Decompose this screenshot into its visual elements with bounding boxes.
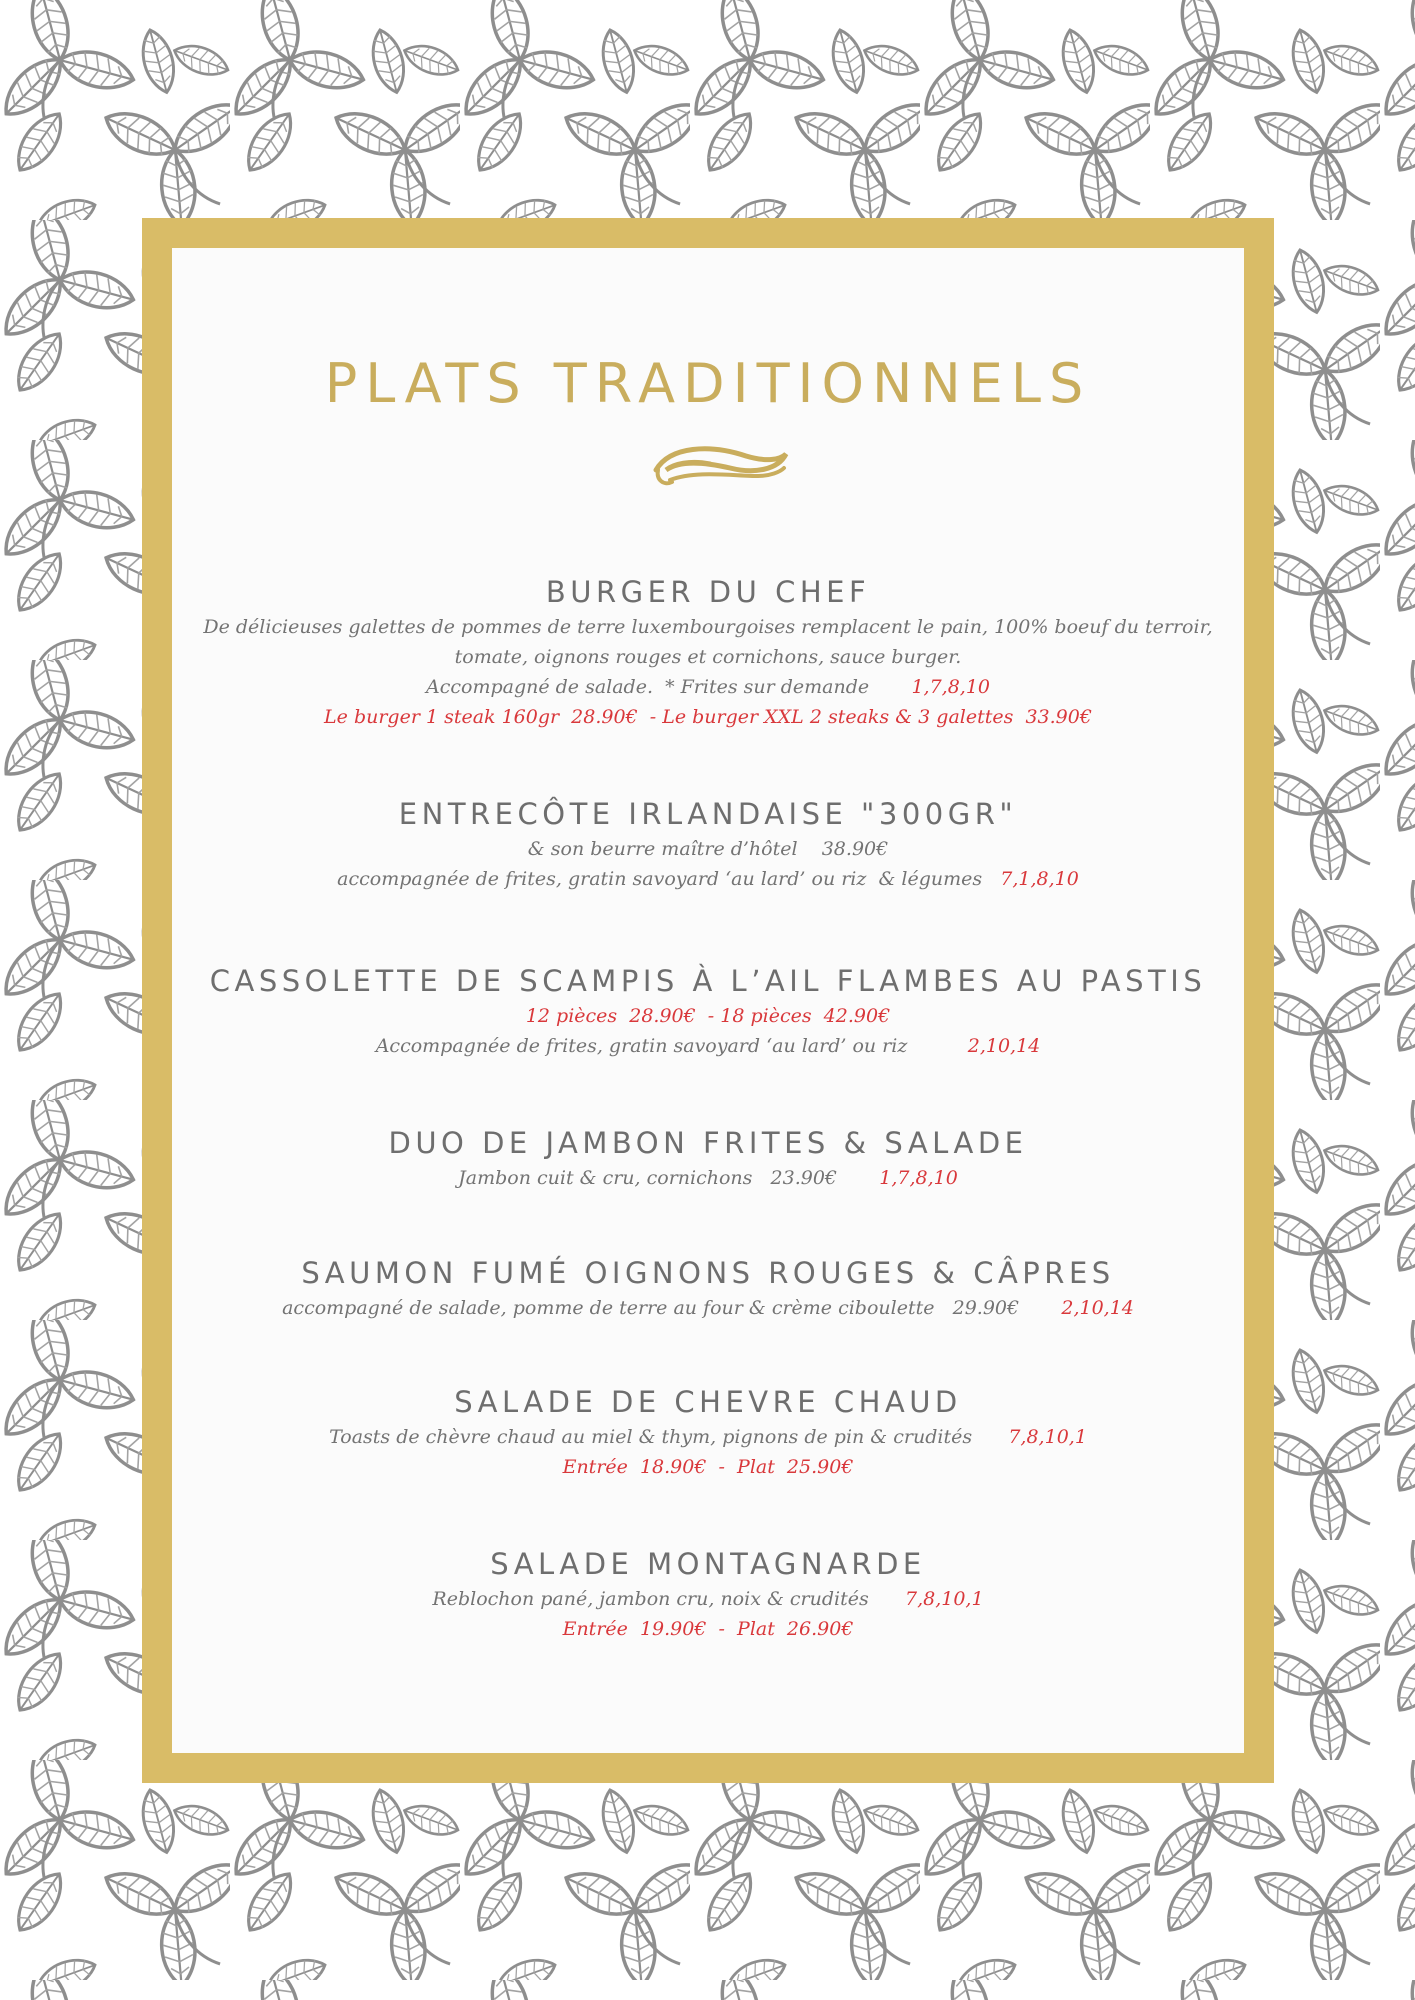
dish-allergens: 7,8,10,1 — [905, 1588, 984, 1610]
dish-allergens: 1,7,8,10 — [911, 676, 990, 698]
dish-description: Reblochon pané, jambon cru, noix & crudités — [432, 1588, 869, 1610]
dish-name: ENTRECÔTE IRLANDAISE "300GR" — [398, 797, 1018, 831]
dish-allergens: 7,1,8,10 — [1000, 868, 1079, 890]
dish-prices: Le burger 1 steak 160gr 28.90€ - Le burger XXL 2 steaks & 3 galettes 33.90€ — [324, 706, 1092, 728]
dish-prices: Entrée 18.90€ - Plat 25.90€ — [562, 1456, 854, 1478]
dish-allergens: 2,10,14 — [967, 1035, 1041, 1057]
dish-description: tomate, oignons rouges et cornichons, sauce burger. — [454, 646, 962, 668]
dish-prices: Entrée 19.90€ - Plat 26.90€ — [562, 1618, 854, 1640]
dish-description: De délicieuses galettes de pommes de terre luxembourgoises remplacent le pain, 100% boeuf du terroir, — [203, 616, 1213, 638]
dish-salade-montagnarde — [172, 1544, 1244, 1644]
dish-description: Accompagnée de frites, gratin savoyard ‘au lard’ ou riz — [375, 1035, 908, 1057]
dish-allergens: 2,10,14 — [1061, 1297, 1134, 1319]
dish-saumon-fume — [172, 1253, 1244, 1323]
dish-name: SALADE DE CHEVRE CHAUD — [454, 1385, 962, 1419]
dish-description: accompagnée de frites, gratin savoyard ‘au lard’ ou riz & légumes — [337, 868, 983, 890]
dish-description: Jambon cuit & cru, cornichons 23.90€ — [458, 1167, 837, 1189]
dish-burger-du-chef — [172, 572, 1244, 732]
dish-prices: 12 pièces 28.90€ - 18 pièces 42.90€ — [525, 1005, 891, 1027]
dish-allergens: 7,8,10,1 — [1008, 1426, 1087, 1448]
dish-name: CASSOLETTE DE SCAMPIS À L’AIL FLAMBES AU PASTIS — [209, 964, 1207, 998]
dish-name: SALADE MONTAGNARDE — [490, 1547, 926, 1581]
menu-title: PLATS TRADITIONNELS — [324, 352, 1092, 415]
dish-entrecote-irlandaise — [172, 794, 1244, 894]
dish-description: accompagné de salade, pomme de terre au four & crème ciboulette 29.90€ — [282, 1297, 1020, 1319]
dish-name: DUO DE JAMBON FRITES & SALADE — [388, 1126, 1028, 1160]
dish-description: & son beurre maître d’hôtel 38.90€ — [527, 838, 889, 860]
dish-cassolette-scampis — [172, 961, 1244, 1061]
dish-duo-de-jambon — [172, 1123, 1244, 1193]
dish-allergens: 1,7,8,10 — [879, 1167, 958, 1189]
dish-salade-chevre-chaud — [172, 1382, 1244, 1482]
dish-name: BURGER DU CHEF — [545, 575, 871, 609]
flourish-ornament-icon — [650, 440, 790, 488]
dish-description: Toasts de chèvre chaud au miel & thym, pignons de pin & crudités — [329, 1426, 973, 1448]
dish-name: SAUMON FUMÉ OIGNONS ROUGES & CÂPRES — [301, 1256, 1115, 1290]
dish-description: Accompagné de salade. * Frites sur demande — [426, 676, 870, 698]
